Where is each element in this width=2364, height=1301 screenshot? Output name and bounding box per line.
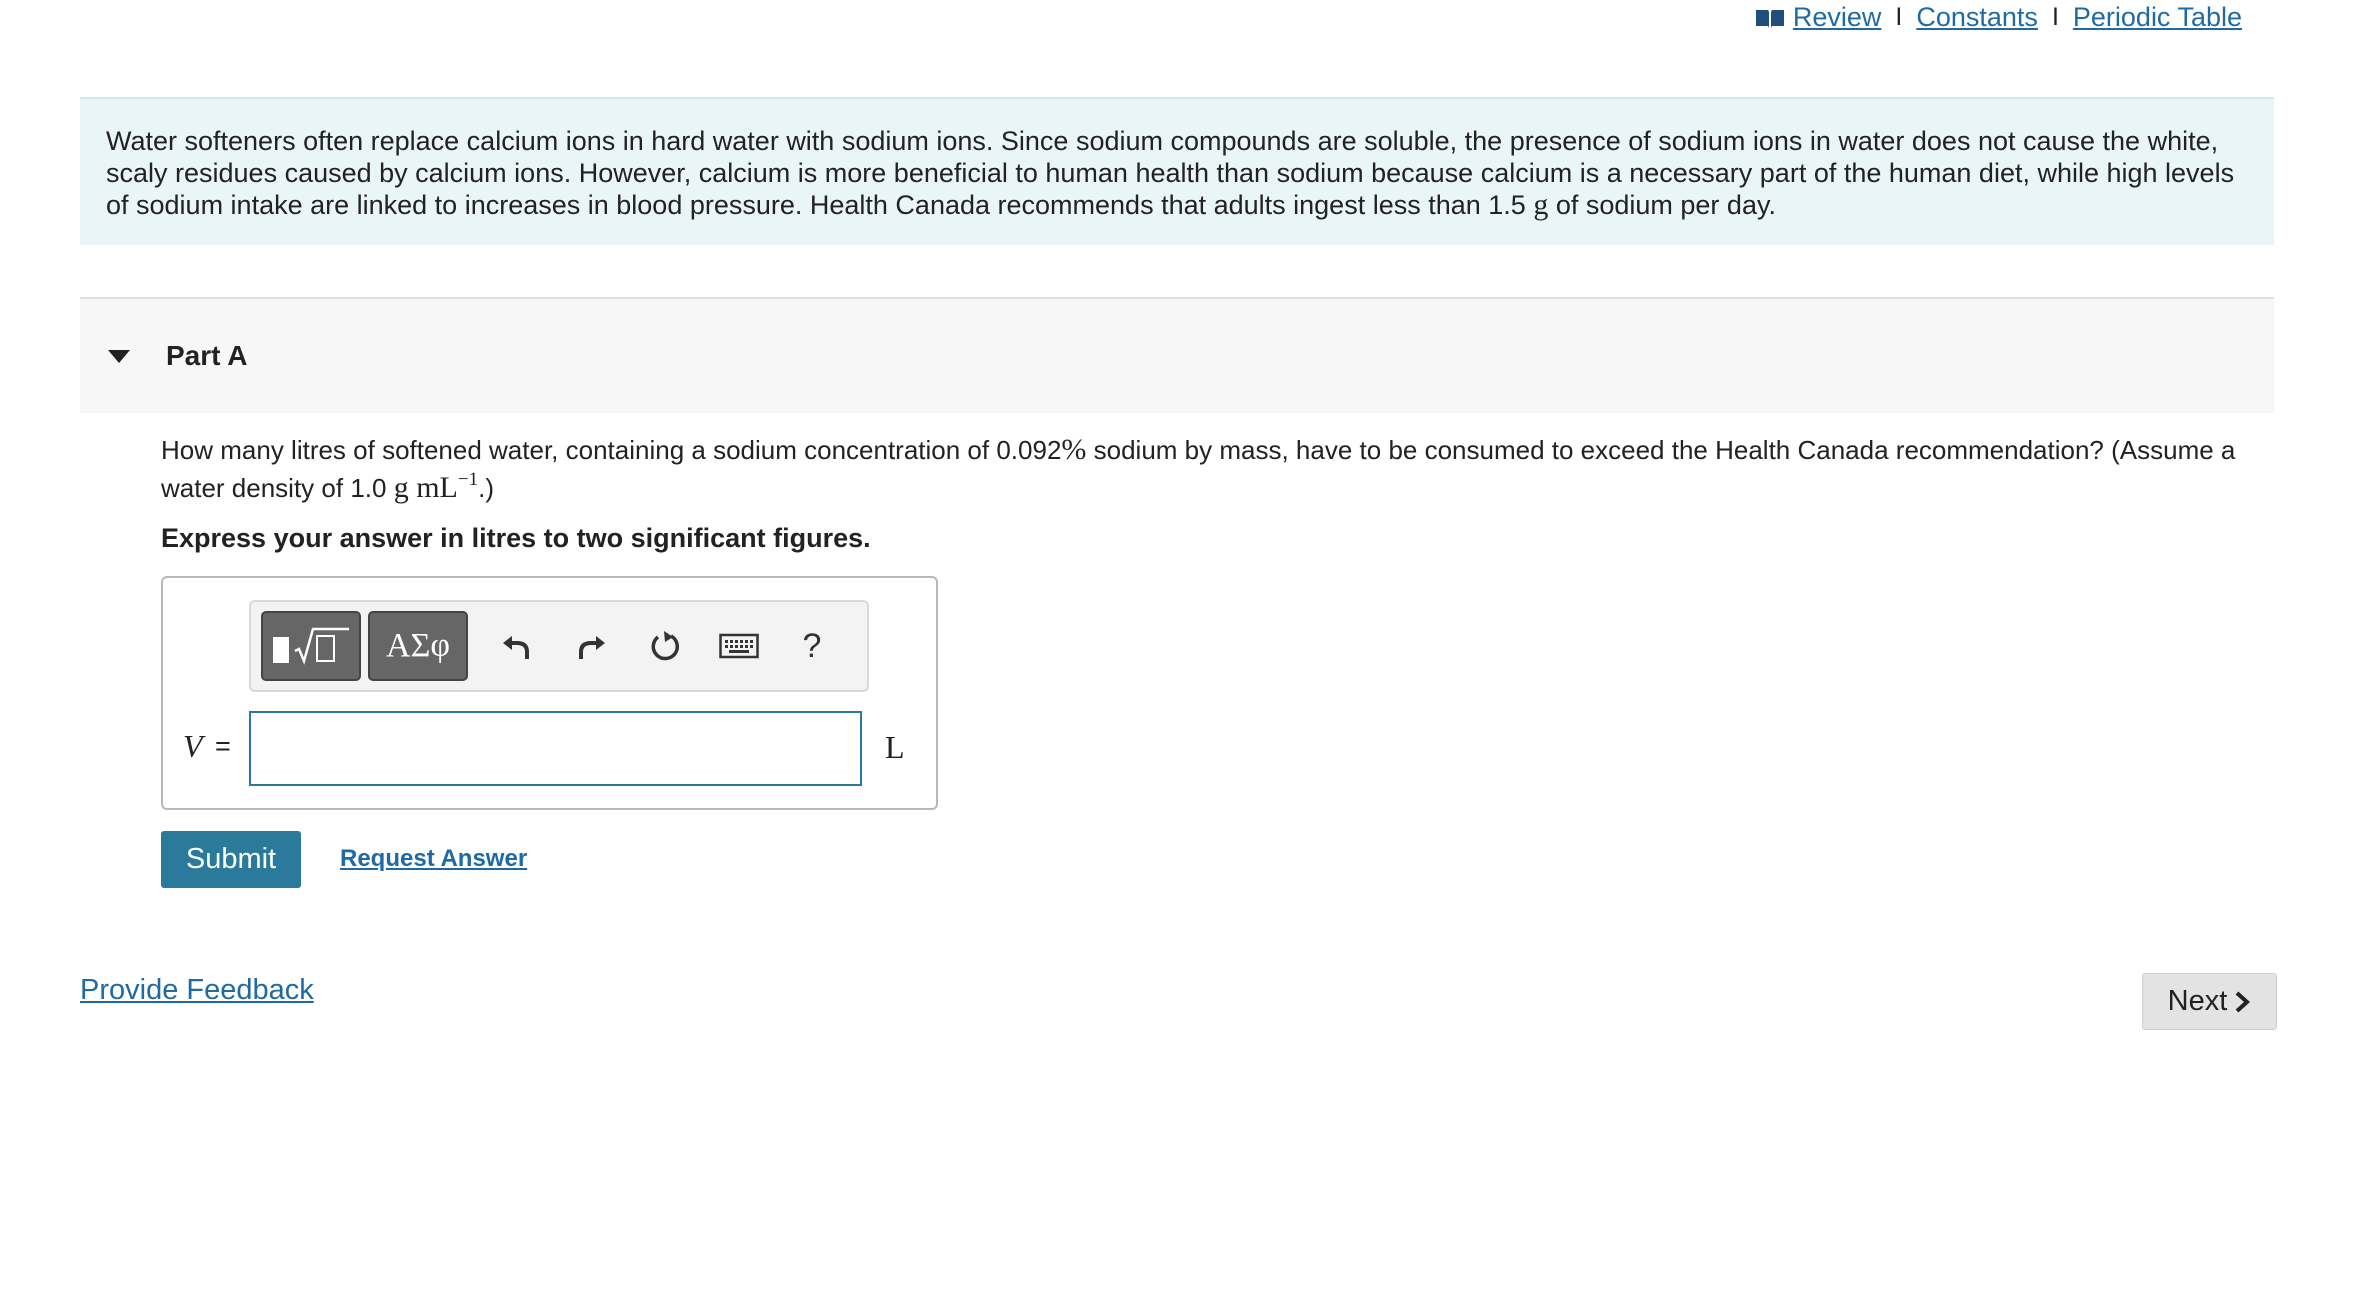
periodic-table-link[interactable]: Periodic Table <box>2072 2 2242 32</box>
question-start: How many litres of softened water, containing a sodium concentration of 0.092 <box>161 435 1062 465</box>
caret-down-icon[interactable] <box>108 350 130 363</box>
templates-button[interactable] <box>261 611 361 681</box>
question-text <box>161 431 2251 507</box>
keyboard-icon <box>719 633 759 659</box>
submit-button[interactable]: Submit <box>161 831 301 888</box>
intro-text-end: of sodium per day. <box>1555 190 1776 220</box>
undo-button[interactable] <box>486 616 546 676</box>
greek-symbols-button[interactable]: ΑΣφ <box>368 611 468 681</box>
answer-input[interactable] <box>249 711 862 786</box>
question-end: .) <box>478 473 494 503</box>
chevron-right-icon <box>2233 990 2251 1014</box>
variable-label: V <box>183 728 203 764</box>
templates-icon <box>269 621 353 671</box>
help-button[interactable]: ? <box>802 626 822 665</box>
density-unit-exponent: −1 <box>457 469 479 490</box>
intro-text: Water softeners often replace calcium ions in hard water with sodium ions. Since sodium compounds are soluble, the presence of sodium ions in water does not cause the white, scaly residues caused by calcium ions. However, calcium is more beneficial to human health than sodium because calcium is a necessary part of the human diet, while high levels of sodium intake are linked to increases in blood pressure. Health Canada recommends that adults ingest less than 1.5 <box>106 126 2235 220</box>
resource-links <box>1755 2 2242 33</box>
unit-label: L <box>885 729 905 765</box>
reset-button[interactable] <box>635 616 695 676</box>
review-link[interactable]: Review <box>1792 2 1882 32</box>
question-percent: % <box>1061 433 1087 466</box>
link-separator: I <box>1895 3 1903 31</box>
link-separator: I <box>2051 3 2059 31</box>
undo-icon <box>499 629 533 663</box>
part-a-header[interactable] <box>80 297 2274 413</box>
next-button[interactable] <box>2142 973 2277 1030</box>
equals-sign: = <box>215 731 231 761</box>
keyboard-button[interactable] <box>709 616 769 676</box>
density-unit-base: g mL <box>393 471 458 504</box>
density-unit <box>394 471 478 504</box>
reset-icon <box>647 628 683 664</box>
provide-feedback-link[interactable]: Provide Feedback <box>80 974 314 1006</box>
intro-unit: g <box>1533 188 1549 221</box>
part-title: Part A <box>166 340 248 371</box>
next-label: Next <box>2167 985 2228 1017</box>
book-icon <box>1755 7 1785 29</box>
intro-passage <box>80 97 2274 245</box>
request-answer-link[interactable]: Request Answer <box>340 845 528 872</box>
redo-icon <box>575 629 609 663</box>
answer-instruction: Express your answer in litres to two significant figures. <box>161 523 871 553</box>
answer-box <box>161 576 938 810</box>
question-mid: sodium by mass, have to be consumed to exceed the Health Canada recommendation? (Assume a water density of 1.0 <box>161 435 2236 503</box>
redo-button[interactable] <box>562 616 622 676</box>
constants-link[interactable]: Constants <box>1916 2 2038 32</box>
math-toolbar <box>249 600 869 692</box>
